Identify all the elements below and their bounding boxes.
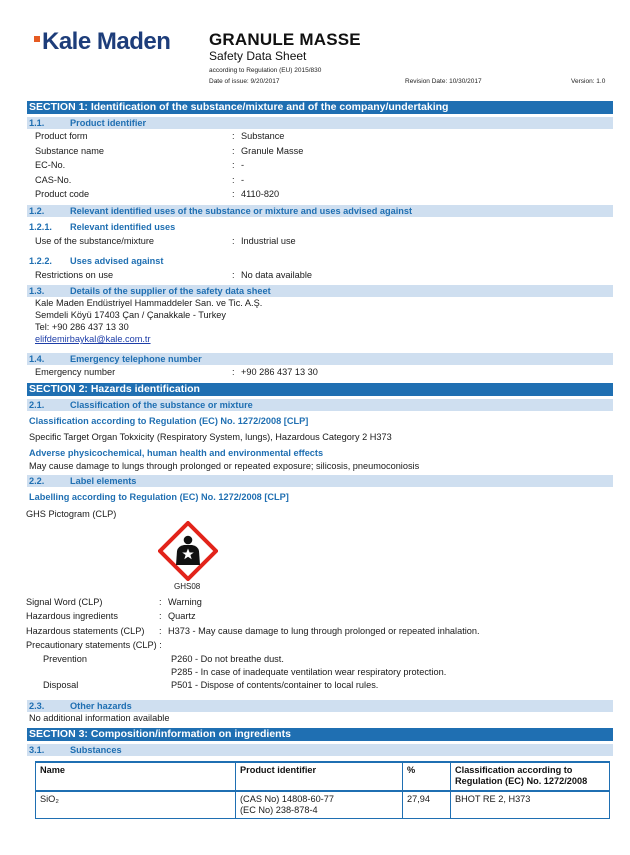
subsection-2-1-header: 2.1. Classification of the substance or mixture <box>27 399 613 411</box>
column-header-percent: % <box>403 762 451 791</box>
document-header <box>0 0 630 96</box>
logo-accent-mark <box>34 36 40 42</box>
use-row: Use of the substance/mixture : Industrial use <box>35 235 296 246</box>
subsection-number: 1.1. <box>29 118 45 128</box>
adverse-effects-heading: Adverse physicochemical, human health and environmental effects <box>29 447 324 458</box>
section-2-header: SECTION 2: Hazards identification <box>27 383 613 396</box>
document-title: GRANULE MASSE <box>209 30 361 49</box>
document-subtitle: Safety Data Sheet <box>209 49 307 63</box>
column-header-classification: Classification according to Regulation (EC) No. 1272/2008 <box>451 762 610 791</box>
hazard-row: Hazardous ingredients : Quartz <box>26 611 196 622</box>
precautionary-statements <box>27 653 613 692</box>
supplier-phone: Tel: +90 286 437 13 30 <box>35 322 129 333</box>
prevention-row: Prevention P260 - Do not breathe dust. <box>43 653 284 664</box>
version: Version: 1.0 <box>571 78 606 85</box>
identifier-row: CAS-No. : - <box>35 174 245 185</box>
ghs-pictogram-label: GHS Pictogram (CLP) <box>26 508 117 519</box>
regulation-reference: according to Regulation (EU) 2015/830 <box>209 67 322 74</box>
ghs-pictogram-code: GHS08 <box>174 581 201 591</box>
subsection-2-2-header: 2.2. Label elements <box>27 475 613 487</box>
supplier-name: Kale Maden Endüstriyel Hammaddeler San. ve Tic. A.Ş. <box>35 298 263 309</box>
revision-date: Revision Date: 10/30/2017 <box>405 78 482 85</box>
subsection-1-3-header: 1.3. Details of the supplier of the safety data sheet <box>27 285 613 297</box>
company-logo <box>34 30 170 54</box>
identifier-row: Substance name : Granule Masse <box>35 145 304 156</box>
section-1-header: SECTION 1: Identification of the substance/mixture and of the company/undertaking <box>27 101 613 114</box>
hazard-label-list <box>27 595 613 639</box>
supplier-email-link[interactable]: elifdemirbaykal@kale.com.tr <box>35 334 151 345</box>
substance-percent: 27,94 <box>403 791 451 819</box>
subsection-1-2-1-header: 1.2.1. Relevant identified uses <box>29 221 176 232</box>
logo-text: Kale Maden <box>42 28 171 55</box>
adverse-effects-text: May cause damage to lungs through prolonged or repeated exposure; silicosis, pneumoconiosis <box>29 460 420 471</box>
supplier-address: Semdeli Köyü 17403 Çan / Çanakkale - Turkey <box>35 310 226 321</box>
subsection-3-1-header: 3.1. Substances <box>27 744 613 756</box>
identifier-row: EC-No. : - <box>35 160 245 171</box>
substance-name: SiO₂ <box>36 791 236 819</box>
subsection-1-4-header: 1.4. Emergency telephone number <box>27 353 613 365</box>
subsection-1-2-2-header: 1.2.2. Uses advised against <box>29 255 164 266</box>
subsection-1-2-header: 1.2. Relevant identified uses of the substance or mixture and uses advised against <box>27 205 613 217</box>
table-header-row <box>36 762 610 791</box>
emergency-row: Emergency number : +90 286 437 13 30 <box>35 367 318 378</box>
subsection-2-3-header: 2.3. Other hazards <box>27 700 613 712</box>
ghs-pictogram-block <box>27 521 613 595</box>
date-of-issue: Date of issue: 9/20/2017 <box>209 78 280 85</box>
hazard-row: Signal Word (CLP) : Warning <box>26 596 202 607</box>
subsection-1-1-header <box>27 117 613 129</box>
product-identifier-list <box>27 129 613 202</box>
clp-classification-heading: Classification according to Regulation (EC) No. 1272/2008 [CLP] <box>29 415 309 426</box>
other-hazards-text: No additional information available <box>29 712 170 723</box>
restrictions-row: Restrictions on use : No data available <box>35 269 312 280</box>
substances-table <box>35 761 610 819</box>
labelling-heading: Labelling according to Regulation (EC) No. 1272/2008 [CLP] <box>29 491 289 502</box>
precautionary-label: Precautionary statements (CLP) : <box>26 640 162 651</box>
column-header-identifier: Product identifier <box>236 762 403 791</box>
section-3-header: SECTION 3: Composition/information on ingredients <box>27 728 613 741</box>
column-header-name: Name <box>36 762 236 791</box>
identifier-row: Product form : Substance <box>35 131 285 141</box>
clp-classification-text: Specific Target Organ Tokxicity (Respiratory System, lungs), Hazardous Category 2 H373 <box>29 431 392 442</box>
document-body <box>27 101 613 819</box>
disposal-row: Disposal P501 - Dispose of contents/container to local rules. <box>43 679 379 690</box>
subsection-title: Product identifier <box>70 118 147 128</box>
supplier-details <box>27 297 613 345</box>
prevention-row: P285 - In case of inadequate ventilation wear respiratory protection. <box>171 666 447 677</box>
table-row <box>36 791 610 819</box>
hazard-row: Hazardous statements (CLP) : H373 - May cause damage to lung through prolonged or repeated inhalation. <box>26 625 480 636</box>
substance-classification: BHOT RE 2, H373 <box>451 791 610 819</box>
identifier-row: Product code : 4110-820 <box>35 189 280 200</box>
substance-identifier: (CAS No) 14808-60-77 (EC No) 238-878-4 <box>236 791 403 819</box>
health-hazard-icon <box>158 521 218 581</box>
